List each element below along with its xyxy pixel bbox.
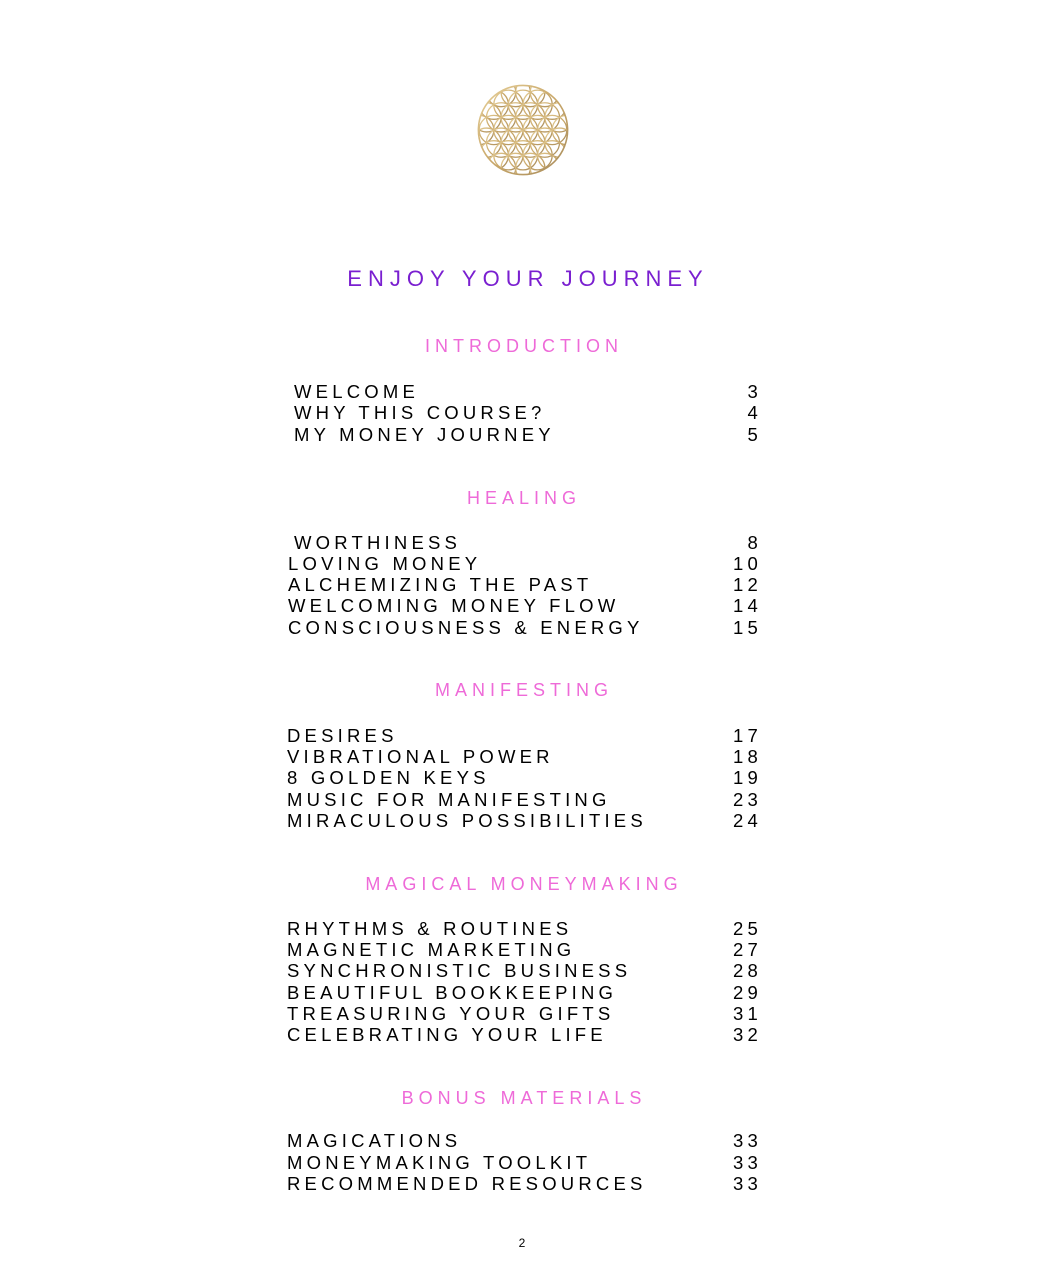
toc-entry-title: WHY THIS COURSE?	[294, 402, 546, 423]
toc-entry-page: 4	[747, 402, 762, 423]
toc-entry-page: 12	[733, 574, 762, 595]
toc-entry-title: WORTHINESS	[294, 532, 462, 553]
toc-entry[interactable]	[0, 960, 1056, 981]
toc-entry-title: VIBRATIONAL POWER	[287, 746, 554, 767]
toc-entry-page: 17	[733, 725, 762, 746]
toc-entry-page: 10	[733, 553, 762, 574]
toc-entry-page: 29	[733, 982, 762, 1003]
section-heading-magical-moneymaking: MAGICAL MONEYMAKING	[365, 874, 683, 894]
toc-entry-title: CELEBRATING YOUR LIFE	[287, 1024, 607, 1045]
toc-entry[interactable]	[0, 553, 1056, 574]
toc-entry-page: 33	[733, 1173, 762, 1194]
toc-entry-page: 8	[747, 532, 762, 553]
toc-entry-title: MUSIC FOR MANIFESTING	[287, 789, 611, 810]
toc-entry[interactable]	[0, 767, 1056, 788]
page-title: ENJOY YOUR JOURNEY	[347, 266, 709, 291]
toc-entry[interactable]	[0, 424, 1056, 445]
section-heading-introduction: INTRODUCTION	[425, 336, 623, 356]
toc-entry-page: 31	[733, 1003, 762, 1024]
toc-entry-title: BEAUTIFUL BOOKKEEPING	[287, 982, 618, 1003]
toc-entry-title: MAGICATIONS	[287, 1130, 462, 1151]
section-heading-healing: HEALING	[466, 488, 582, 508]
toc-entry[interactable]	[0, 982, 1056, 1003]
toc-entry[interactable]	[0, 1003, 1056, 1024]
toc-entry[interactable]	[0, 725, 1056, 746]
section-heading-manifesting: MANIFESTING	[434, 680, 613, 700]
toc-entry[interactable]	[0, 789, 1056, 810]
toc-entry-page: 14	[733, 595, 762, 616]
toc-entry-page: 19	[733, 767, 762, 788]
toc-entry[interactable]	[0, 746, 1056, 767]
toc-entry[interactable]	[0, 1152, 1056, 1173]
toc-entry-title: CONSCIOUSNESS & ENERGY	[288, 617, 644, 638]
toc-entry-page: 32	[733, 1024, 762, 1045]
toc-entry-title: ALCHEMIZING THE PAST	[288, 574, 593, 595]
toc-entry[interactable]	[0, 402, 1056, 423]
toc-entry-page: 24	[733, 810, 762, 831]
page-number: 2	[518, 1236, 526, 1250]
toc-entry[interactable]	[0, 1024, 1056, 1045]
flower-of-life-icon	[437, 36, 609, 224]
toc-entry-title: MAGNETIC MARKETING	[287, 939, 576, 960]
toc-entry-page: 25	[733, 918, 762, 939]
toc-entry-title: RHYTHMS & ROUTINES	[287, 918, 573, 939]
toc-entry[interactable]	[0, 595, 1056, 616]
toc-entry[interactable]	[0, 939, 1056, 960]
toc-entry-title: LOVING MONEY	[288, 553, 482, 574]
toc-entry[interactable]	[0, 381, 1056, 402]
toc-entry-page: 3	[747, 381, 762, 402]
toc-entry-title: MONEYMAKING TOOLKIT	[287, 1152, 592, 1173]
toc-entry[interactable]	[0, 532, 1056, 553]
toc-entry-title: WELCOME	[294, 381, 419, 402]
toc-entry-title: RECOMMENDED RESOURCES	[287, 1173, 647, 1194]
toc-entry[interactable]	[0, 918, 1056, 939]
toc-entry-page: 15	[733, 617, 762, 638]
toc-entry[interactable]	[0, 810, 1056, 831]
toc-entry-title: DESIRES	[287, 725, 398, 746]
toc-entry-title: SYNCHRONISTIC BUSINESS	[287, 960, 632, 981]
toc-entry-page: 27	[733, 939, 762, 960]
toc-entry-page: 5	[747, 424, 762, 445]
toc-entry[interactable]	[0, 574, 1056, 595]
toc-entry-page: 18	[733, 746, 762, 767]
toc-entry[interactable]	[0, 1130, 1056, 1151]
toc-entry-page: 33	[733, 1130, 762, 1151]
toc-entry-page: 33	[733, 1152, 762, 1173]
toc-entry-title: TREASURING YOUR GIFTS	[287, 1003, 615, 1024]
section-heading-bonus-materials: BONUS MATERIALS	[401, 1088, 647, 1108]
toc-entry-title: WELCOMING MONEY FLOW	[288, 595, 620, 616]
toc-entry-page: 23	[733, 789, 762, 810]
toc-entry-title: MIRACULOUS POSSIBILITIES	[287, 810, 647, 831]
toc-entry-page: 28	[733, 960, 762, 981]
toc-entry-title: MY MONEY JOURNEY	[294, 424, 555, 445]
toc-entry-title: 8 GOLDEN KEYS	[287, 767, 490, 788]
toc-entry[interactable]	[0, 617, 1056, 638]
toc-entry[interactable]	[0, 1173, 1056, 1194]
